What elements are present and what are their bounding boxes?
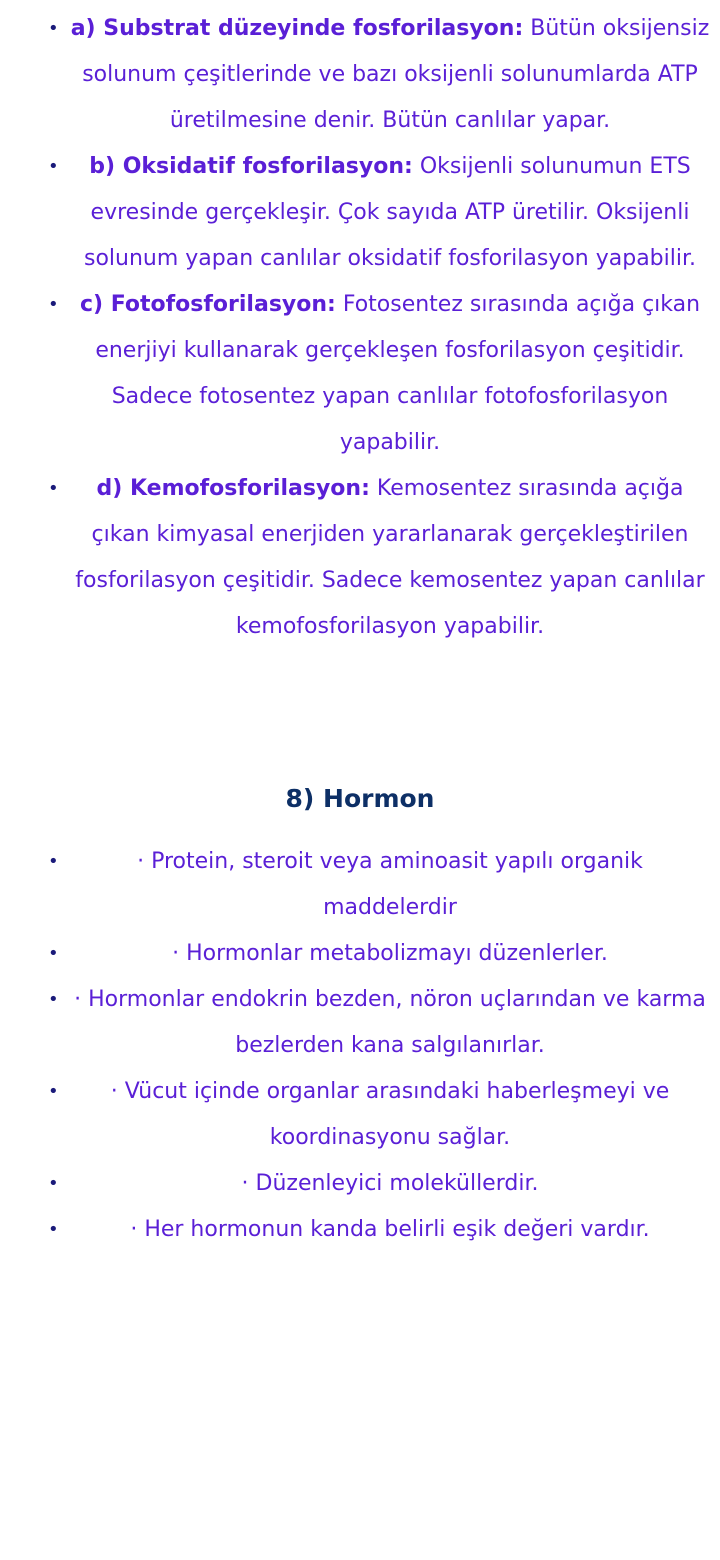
item-text: · Protein, steroit veya aminoasit yapılı organik maddelerdir [137,849,643,920]
list-item [0,1069,720,1161]
item-text: Kemosentez sırasında açığa çıkan kimyasal enerjiden yararlanarak gerçekleştirilen fosforilasyon çeşitidir. Sadece kemosentez yapan canlılar kemofosforilasyon yapabilir. [75,476,705,639]
bullet-icon: • [48,18,59,39]
list-item [0,144,720,282]
item-term: b) Oksidatif fosforilasyon: [89,154,413,179]
bullet-icon: • [48,478,59,499]
bullet-icon: • [48,1081,59,1102]
section-heading: 8) Hormon [285,784,435,813]
list-item [0,1161,720,1207]
phosphorylation-list [0,6,720,650]
list-item [0,6,720,144]
bullet-icon: • [48,851,59,872]
item-text: Fotosentez sırasında açığa çıkan enerjiyi kullanarak gerçekleşen fosforilasyon çeşitidir. Sadece fotosentez yapan canlılar fotofosforilasyon yapabilir. [95,292,701,455]
hormone-list [0,839,720,1253]
item-term: d) Kemofosforilasyon: [96,476,370,501]
bullet-icon: • [48,989,59,1010]
item-term: a) Substrat düzeyinde fosforilasyon: [70,16,524,41]
item-text: Oksijenli solunumun ETS evresinde gerçekleşir. Çok sayıda ATP üretilir. Oksijenli solunum yapan canlılar oksidatif fosforilasyon yapabilir. [83,154,696,271]
item-term: c) Fotofosforilasyon: [79,292,336,317]
list-item [0,466,720,650]
list-item [0,931,720,977]
item-text: · Hormonlar metabolizmayı düzenlerler. [172,941,608,966]
item-text: · Vücut içinde organlar arasındaki haberleşmeyi ve koordinasyonu sağlar. [110,1079,670,1150]
item-text: · Her hormonun kanda belirli eşik değeri vardır. [130,1217,650,1242]
list-item [0,977,720,1069]
list-item [0,282,720,466]
item-text: · Düzenleyici moleküllerdir. [241,1171,539,1196]
bullet-icon: • [48,943,59,964]
item-text: · Hormonlar endokrin bezden, nöron uçlarından ve karma bezlerden kana salgılanırlar. [74,987,706,1058]
bullet-icon: • [48,1173,59,1194]
bullet-icon: • [48,294,59,315]
list-item [0,1207,720,1253]
bullet-icon: • [48,1219,59,1240]
bullet-icon: • [48,156,59,177]
list-item [0,839,720,931]
item-text: Bütün oksijensiz solunum çeşitlerinde ve bazı oksijenli solunumlarda ATP üretilmesine denir. Bütün canlılar yapar. [82,16,710,133]
